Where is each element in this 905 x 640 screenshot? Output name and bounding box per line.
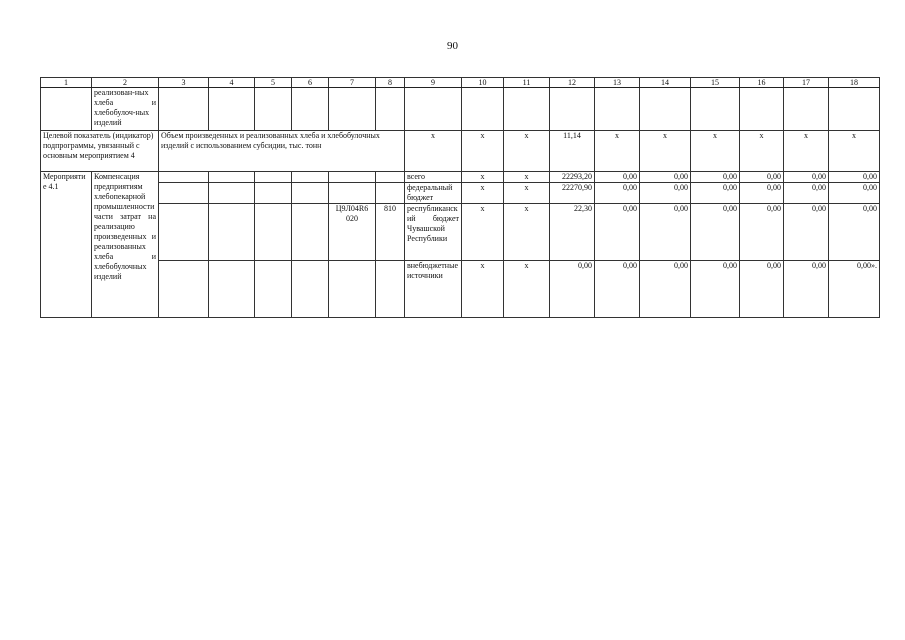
funding-value: 0,00: [829, 172, 880, 183]
indicator-value: х: [595, 131, 640, 172]
funding-value: х: [504, 204, 550, 261]
indicator-description: Объем произведенных и реализованных хлеба и хлебобулочных изделий с использованием субсидии, тыс. тонн: [159, 131, 405, 172]
indicator-label: Целевой показатель (индикатор) подпрограммы, увязанный с основным мероприятием 4: [41, 131, 159, 172]
indicator-value: х: [829, 131, 880, 172]
empty-cell: [255, 261, 292, 318]
indicator-row: [41, 131, 880, 172]
funding-row: [41, 204, 880, 261]
column-number: 6: [292, 78, 329, 88]
expense-type: [376, 261, 405, 318]
indicator-value: х: [784, 131, 829, 172]
funding-value: 0,00: [640, 172, 691, 183]
funding-value: 0,00: [550, 261, 595, 318]
funding-value: 0,00: [740, 183, 784, 204]
indicator-value: х: [740, 131, 784, 172]
empty-cell: [159, 183, 209, 204]
funding-value: 0,00: [784, 172, 829, 183]
column-number: 12: [550, 78, 595, 88]
funding-value: х: [504, 172, 550, 183]
measure-code: Мероприятие 4.1: [41, 172, 92, 318]
funding-value: 0,00: [691, 183, 740, 204]
empty-cell: [159, 204, 209, 261]
empty-cell: [209, 183, 255, 204]
budget-code: Ц9Л04R6 020: [329, 204, 376, 261]
funding-value: 0,00: [691, 204, 740, 261]
funding-value: 22270,90: [550, 183, 595, 204]
funding-value: х: [462, 172, 504, 183]
empty-cell: [292, 183, 329, 204]
indicator-value: х: [462, 131, 504, 172]
column-number: 9: [405, 78, 462, 88]
column-number: 14: [640, 78, 691, 88]
funding-value: 22293,20: [550, 172, 595, 183]
empty-cell: [159, 172, 209, 183]
funding-value: 0,00: [640, 261, 691, 318]
column-number: 8: [376, 78, 405, 88]
column-number: 11: [504, 78, 550, 88]
column-number: 4: [209, 78, 255, 88]
column-number: 5: [255, 78, 292, 88]
column-number: 16: [740, 78, 784, 88]
funding-value: 0,00: [640, 183, 691, 204]
empty-cell: [209, 261, 255, 318]
funding-value: 0,00: [829, 204, 880, 261]
measure-name: Компенсация предприятиям хлебопекарной промышленности части затрат на реализацию произведенных и реализованных хлеба и хлебобулочных изделий: [92, 172, 159, 318]
funding-value: 0,00: [740, 172, 784, 183]
funding-row: [41, 172, 880, 183]
column-number: 1: [41, 78, 92, 88]
funding-value: х: [504, 183, 550, 204]
empty-cell: [292, 172, 329, 183]
funding-value: х: [504, 261, 550, 318]
funding-value: 0,00: [784, 183, 829, 204]
funding-value: х: [462, 204, 504, 261]
empty-cell: [292, 204, 329, 261]
column-number: 15: [691, 78, 740, 88]
funding-value: 0,00: [640, 204, 691, 261]
indicator-value: 11,14: [550, 131, 595, 172]
column-number: 7: [329, 78, 376, 88]
continuation-cell: реализован-ных хлеба и хлебобулоч-ных изделий: [92, 88, 159, 131]
funding-value: 0,00».: [829, 261, 880, 318]
budget-code: [329, 261, 376, 318]
funding-row: [41, 261, 880, 318]
funding-value: 0,00: [691, 261, 740, 318]
funding-value: 22,30: [550, 204, 595, 261]
funding-source: республиканский бюджет Чувашской Республики: [405, 204, 462, 261]
empty-cell: [292, 261, 329, 318]
empty-cell: [255, 183, 292, 204]
funding-source: внебюджетные источники: [405, 261, 462, 318]
funding-value: 0,00: [740, 204, 784, 261]
empty-cell: [255, 204, 292, 261]
funding-value: 0,00: [595, 172, 640, 183]
indicator-value: х: [504, 131, 550, 172]
budget-code: [329, 183, 376, 204]
funding-value: 0,00: [595, 183, 640, 204]
funding-value: 0,00: [691, 172, 740, 183]
funding-value: х: [462, 183, 504, 204]
budget-code: [329, 172, 376, 183]
column-number: 13: [595, 78, 640, 88]
funding-value: 0,00: [740, 261, 784, 318]
expense-type: [376, 172, 405, 183]
empty-cell: [255, 172, 292, 183]
continuation-row: [41, 88, 880, 131]
measure-block: [41, 172, 880, 318]
page-number: 90: [447, 40, 458, 52]
expense-type: 810: [376, 204, 405, 261]
expense-type: [376, 183, 405, 204]
program-table: [40, 77, 880, 318]
funding-value: 0,00: [595, 204, 640, 261]
column-number: 18: [829, 78, 880, 88]
column-number-row: [41, 78, 880, 88]
column-number: 2: [92, 78, 159, 88]
empty-cell: [209, 172, 255, 183]
column-number: 17: [784, 78, 829, 88]
indicator-value: х: [640, 131, 691, 172]
column-number: 3: [159, 78, 209, 88]
funding-row: [41, 183, 880, 204]
funding-source: всего: [405, 172, 462, 183]
empty-cell: [159, 261, 209, 318]
indicator-value: х: [405, 131, 462, 172]
funding-value: 0,00: [784, 261, 829, 318]
indicator-value: х: [691, 131, 740, 172]
funding-source: федеральный бюджет: [405, 183, 462, 204]
funding-value: х: [462, 261, 504, 318]
funding-value: 0,00: [829, 183, 880, 204]
funding-value: 0,00: [784, 204, 829, 261]
column-number: 10: [462, 78, 504, 88]
empty-cell: [209, 204, 255, 261]
funding-value: 0,00: [595, 261, 640, 318]
